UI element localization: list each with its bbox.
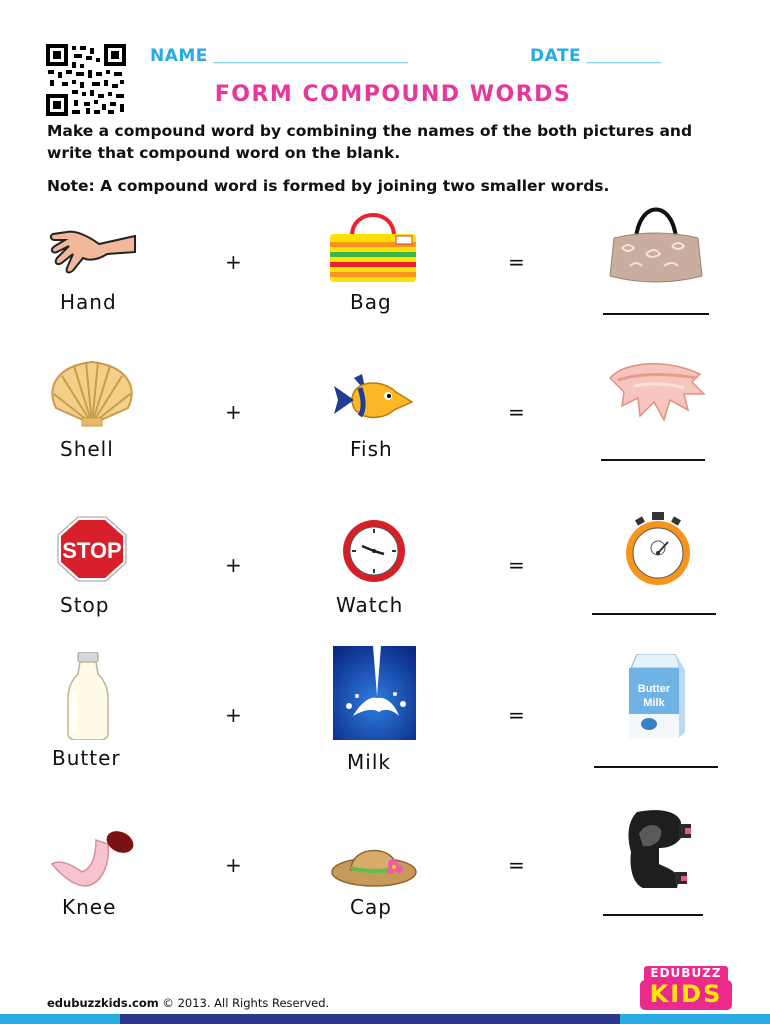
equals-sign: =	[508, 553, 525, 577]
plus-sign: +	[225, 553, 242, 577]
bottom-stripe	[0, 1014, 770, 1024]
kneecap-guard-icon	[623, 808, 695, 888]
handbag-icon	[606, 204, 706, 286]
footer-text: 2013. All Rights Reserved.	[177, 996, 330, 1010]
word-1: Stop	[60, 593, 110, 617]
instruction-line-2: write that compound word on the blank.	[47, 144, 401, 162]
worksheet-title: FORM COMPOUND WORDS	[214, 82, 572, 107]
svg-text:Milk: Milk	[643, 697, 665, 709]
plus-sign: +	[225, 400, 242, 424]
hand-icon	[47, 222, 137, 282]
knee-icon	[46, 828, 136, 888]
word-2: Cap	[350, 895, 392, 919]
answer-blank[interactable]	[603, 313, 709, 315]
note: Note: A compound word is formed by joining two smaller words.	[47, 177, 610, 195]
seashell-icon	[46, 358, 138, 428]
equals-sign: =	[508, 250, 525, 274]
stopwatch-icon	[622, 512, 694, 586]
word-2: Fish	[350, 437, 393, 461]
equals-sign: =	[508, 853, 525, 877]
milk-splash-icon	[333, 646, 416, 740]
plus-sign: +	[225, 853, 242, 877]
instructions	[47, 120, 707, 164]
name-line: _______________________________________	[213, 53, 409, 64]
name-label: NAME	[150, 46, 208, 66]
word-2: Milk	[347, 750, 391, 774]
milk-bottle-icon	[66, 652, 110, 740]
word-2: Watch	[336, 593, 404, 617]
plus-sign: +	[225, 703, 242, 727]
word-2: Bag	[350, 290, 392, 314]
wall-clock-icon	[340, 518, 408, 584]
instruction-line-1: Make a compound word by combining the names of the both pictures and	[47, 122, 693, 140]
buttermilk-carton-icon	[627, 654, 687, 738]
answer-blank[interactable]	[603, 914, 703, 916]
conch-shellfish-icon	[604, 358, 708, 428]
word-1: Shell	[60, 437, 114, 461]
stop-sign-icon	[57, 516, 127, 582]
date-label: DATE	[530, 46, 582, 66]
equals-sign: =	[508, 703, 525, 727]
answer-blank[interactable]	[601, 459, 705, 461]
sun-hat-icon	[331, 838, 417, 888]
svg-text:Butter: Butter	[637, 683, 671, 695]
beach-bag-icon	[326, 208, 420, 286]
svg-text:STOP: STOP	[62, 538, 122, 563]
copyright-symbol: ©	[162, 996, 174, 1010]
word-1: Knee	[62, 895, 117, 919]
plus-sign: +	[225, 250, 242, 274]
equals-sign: =	[508, 400, 525, 424]
answer-blank[interactable]	[594, 766, 718, 768]
answer-blank[interactable]	[592, 613, 716, 615]
word-1: Butter	[52, 746, 121, 770]
word-1: Hand	[60, 290, 117, 314]
date-line: _______________	[586, 53, 662, 64]
footer	[47, 996, 329, 1010]
name-field	[150, 46, 408, 66]
fish-icon	[332, 370, 418, 428]
logo-line-1: EDUBUZZ	[650, 966, 722, 980]
date-field	[530, 46, 661, 66]
logo-line-2: KIDS	[649, 980, 723, 1008]
footer-site: edubuzzkids.com	[47, 996, 159, 1010]
